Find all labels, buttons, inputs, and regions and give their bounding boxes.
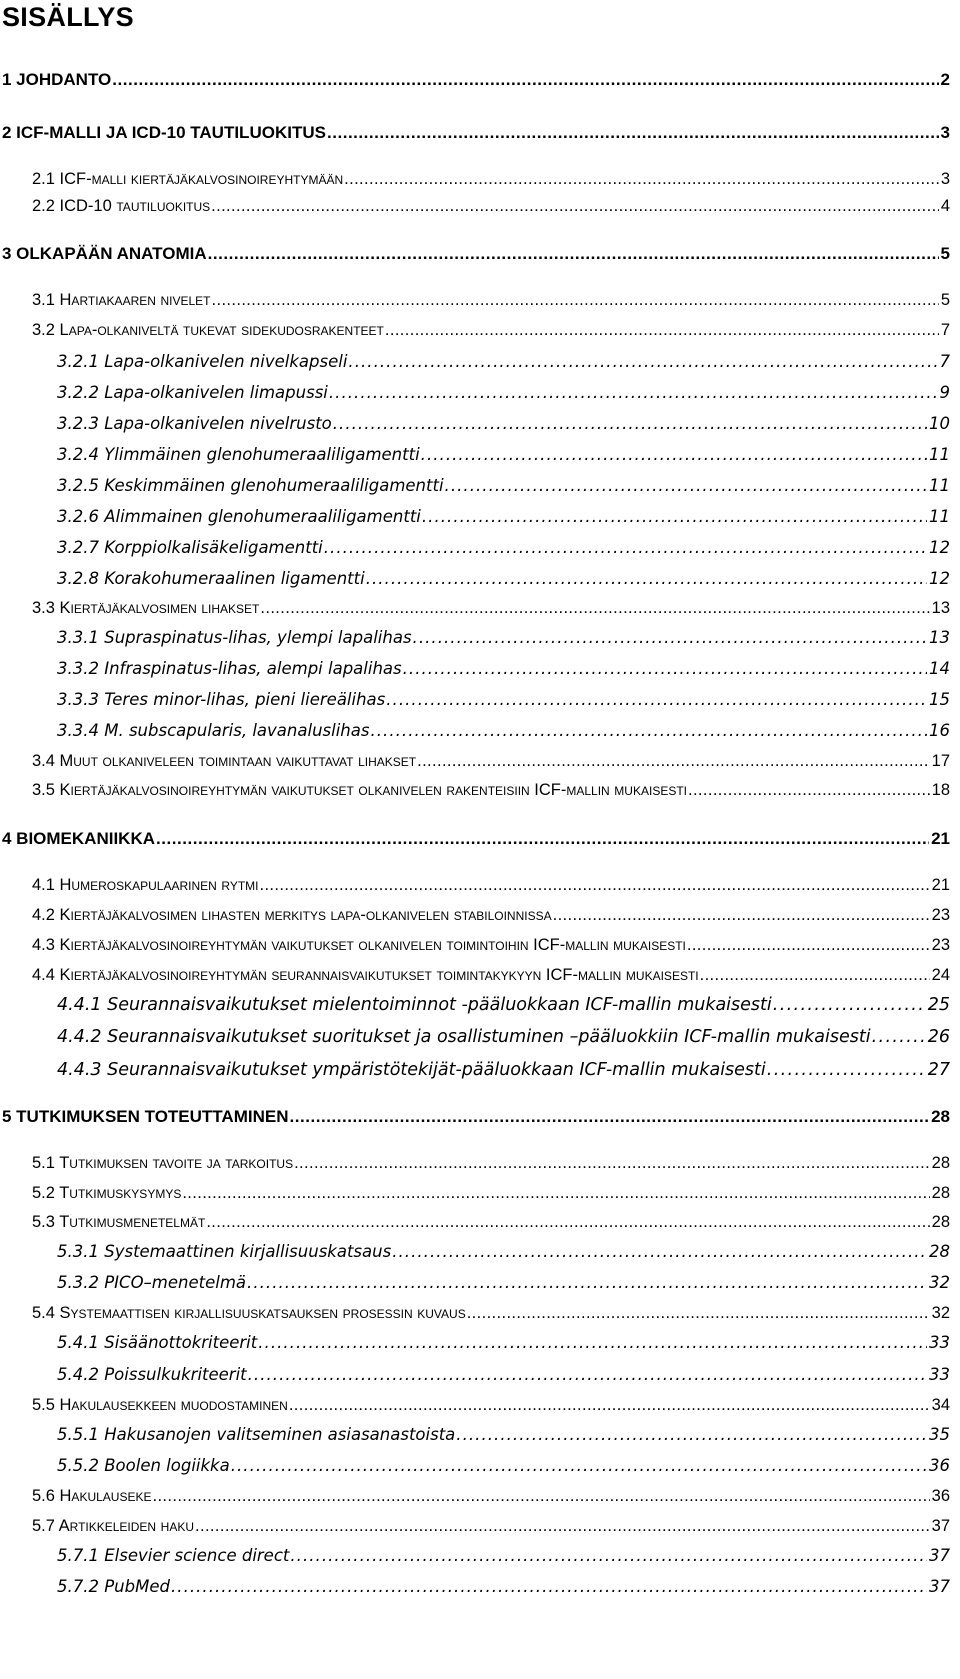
toc-entry[interactable] bbox=[32, 936, 950, 955]
toc-entry-text: 3.3.2 Infraspinatus-lihas, alempi lapalihas bbox=[57, 659, 402, 678]
toc-entry-text: 3.3.4 M. subscapularis, lavanaluslihas bbox=[57, 721, 370, 740]
toc-entry-text: 3.3.3 Teres minor-lihas, pieni liereälihas bbox=[57, 690, 386, 709]
dot-leader bbox=[182, 1184, 929, 1203]
dot-leader bbox=[366, 569, 927, 588]
toc-entry-text: 3.3.1 Supraspinatus-lihas, ylempi lapalihas bbox=[57, 628, 412, 647]
toc-entry-text: 3.2.6 Alimmainen glenohumeraaliligamentti bbox=[57, 507, 421, 526]
toc-entry-text: 3.2 Lapa-olkaniveltä tukevat sidekudosrakenteet bbox=[32, 321, 384, 339]
toc-entry-page: 24 bbox=[931, 966, 950, 984]
page-title: SISÄLLYS bbox=[2, 2, 134, 32]
toc-entry-text: 4.1 Humeroskapulaarinen rytmi bbox=[32, 876, 259, 894]
toc-entry-text: 5.3.1 Systemaattinen kirjallisuuskatsaus bbox=[57, 1242, 392, 1261]
dot-leader bbox=[445, 476, 927, 495]
toc-entry[interactable] bbox=[57, 476, 950, 495]
toc-entry-text: 5.3 Tutkimusmenetelmät bbox=[32, 1213, 206, 1231]
toc-entry-text: 4.4.2 Seurannaisvaikutukset suoritukset ja osallistuminen –pääluokkiin ICF-mallin mukaisesti bbox=[57, 1027, 871, 1047]
toc-entry-page: 28 bbox=[931, 1107, 950, 1126]
toc-entry[interactable] bbox=[2, 123, 950, 143]
dot-leader bbox=[403, 659, 927, 678]
toc-entry[interactable] bbox=[57, 1456, 950, 1475]
dot-leader bbox=[212, 291, 939, 310]
dot-leader bbox=[258, 1333, 927, 1352]
toc-entry-page: 36 bbox=[931, 1487, 950, 1505]
dot-leader bbox=[156, 829, 929, 849]
toc-entry[interactable] bbox=[32, 781, 950, 800]
toc-entry-text: 5.4 Systemaattisen kirjallisuuskatsauksen prosessin kuvaus bbox=[32, 1304, 466, 1322]
dot-leader bbox=[231, 1456, 927, 1475]
toc-entry-text: 3.2.7 Korppiolkalisäkeligamentti bbox=[57, 538, 323, 557]
toc-entry-text: 3.3 Kiertäjäkalvosimen lihakset bbox=[32, 599, 260, 617]
toc-entry-page: 32 bbox=[929, 1273, 950, 1292]
toc-entry[interactable] bbox=[2, 70, 950, 90]
toc-entry-page: 14 bbox=[929, 659, 950, 678]
dot-leader bbox=[417, 752, 930, 771]
toc-entry[interactable] bbox=[32, 1487, 950, 1506]
toc-entry-page: 7 bbox=[940, 321, 950, 339]
dot-leader bbox=[289, 1396, 930, 1415]
toc-entry[interactable] bbox=[57, 1333, 950, 1352]
toc-entry[interactable] bbox=[32, 1517, 950, 1536]
dot-leader bbox=[392, 1242, 927, 1261]
toc-entry-page: 28 bbox=[931, 1213, 950, 1231]
dot-leader bbox=[385, 321, 939, 340]
toc-entry-text: 5.3.2 PICO–menetelmä bbox=[57, 1273, 247, 1292]
toc-entry[interactable] bbox=[32, 1213, 950, 1232]
dot-leader bbox=[872, 1027, 926, 1047]
toc-entry-page: 18 bbox=[931, 781, 950, 799]
toc-entry-text: 3.4 Muut olkaniveleen toimintaan vaikuttavat lihakset bbox=[32, 752, 417, 770]
toc-entry-page: 2 bbox=[940, 70, 950, 89]
toc-entry-text: 4.4.3 Seurannaisvaikutukset ympäristötekijät-pääluokkaan ICF-mallin mukaisesti bbox=[57, 1060, 766, 1080]
dot-leader bbox=[456, 1425, 927, 1444]
toc-entry[interactable] bbox=[32, 291, 950, 310]
dot-leader bbox=[329, 383, 938, 402]
toc-entry[interactable] bbox=[32, 170, 950, 189]
toc-entry[interactable] bbox=[2, 244, 950, 264]
toc-entry[interactable] bbox=[32, 906, 950, 925]
toc-entry[interactable] bbox=[32, 321, 950, 340]
dot-leader bbox=[112, 70, 938, 90]
toc-entry-page: 23 bbox=[931, 936, 950, 954]
toc-entry-page: 3 bbox=[940, 123, 950, 142]
toc-entry-page: 27 bbox=[927, 1060, 950, 1080]
toc-entry-text: 4 BIOMEKANIIKKA bbox=[2, 829, 156, 848]
toc-entry-text: 5.7.1 Elsevier science direct bbox=[57, 1546, 290, 1565]
toc-entry-page: 4 bbox=[940, 197, 950, 215]
toc-entry[interactable] bbox=[57, 445, 950, 464]
toc-entry-page: 16 bbox=[929, 721, 950, 740]
toc-entry-page: 12 bbox=[929, 569, 950, 588]
toc-entry-text: 5.6 Hakulauseke bbox=[32, 1487, 152, 1505]
toc-entry[interactable] bbox=[57, 507, 950, 526]
toc-entry-page: 28 bbox=[931, 1184, 950, 1202]
toc-entry-page: 36 bbox=[929, 1456, 950, 1475]
toc-entry[interactable] bbox=[57, 1425, 950, 1444]
toc-entry-page: 17 bbox=[931, 752, 950, 770]
toc-entry-page: 37 bbox=[931, 1517, 950, 1535]
toc-entry-text: 2.1 ICF-malli kiertäjäkalvosinoireyhtymään bbox=[32, 170, 344, 188]
toc-entry-text: 3 OLKAPÄÄN ANATOMIA bbox=[2, 244, 207, 263]
toc-entry-text: 5.1 Tutkimuksen tavoite ja tarkoitus bbox=[32, 1154, 294, 1172]
toc-entry-text: 5 TUTKIMUKSEN TOTEUTTAMINEN bbox=[2, 1107, 289, 1126]
toc-entry[interactable] bbox=[57, 1546, 950, 1565]
toc-entry-page: 37 bbox=[929, 1577, 950, 1596]
toc-entry[interactable] bbox=[2, 1107, 950, 1127]
toc-entry[interactable] bbox=[57, 1027, 950, 1047]
toc-entry-text: 3.1 Hartiakaaren nivelet bbox=[32, 291, 211, 309]
toc-entry[interactable] bbox=[57, 414, 950, 433]
toc-entry-text: 4.4 Kiertäjäkalvosinoireyhtymän seurannaisvaikutukset toimintakykyyn ICF-mallin mukaisesti bbox=[32, 966, 699, 984]
toc-entry-page: 28 bbox=[931, 1154, 950, 1172]
dot-leader bbox=[208, 244, 939, 264]
toc-entry[interactable] bbox=[57, 383, 950, 402]
toc-entry[interactable] bbox=[57, 628, 950, 647]
toc-entry-page: 15 bbox=[929, 690, 950, 709]
toc-entry[interactable] bbox=[57, 352, 950, 371]
toc-entry-text: 5.4.1 Sisäänottokriteerit bbox=[57, 1333, 258, 1352]
dot-leader bbox=[333, 414, 927, 433]
dot-leader bbox=[211, 197, 939, 216]
dot-leader bbox=[767, 1060, 926, 1080]
dot-leader bbox=[171, 1577, 927, 1596]
toc-entry[interactable] bbox=[57, 721, 950, 740]
toc-entry-page: 32 bbox=[931, 1304, 950, 1322]
toc-entry-text: 5.2 Tutkimuskysymys bbox=[32, 1184, 182, 1202]
toc-entry-page: 35 bbox=[929, 1425, 950, 1444]
dot-leader bbox=[290, 1546, 927, 1565]
toc-entry-page: 11 bbox=[929, 476, 950, 495]
toc-entry-text: 5.7.2 PubMed bbox=[57, 1577, 170, 1596]
toc-entry-page: 5 bbox=[940, 244, 950, 263]
dot-leader bbox=[206, 1213, 929, 1232]
dot-leader bbox=[324, 538, 927, 557]
toc-entry-page: 10 bbox=[929, 414, 950, 433]
toc-entry[interactable] bbox=[32, 876, 950, 895]
dot-leader bbox=[289, 1107, 929, 1127]
toc-entry[interactable] bbox=[57, 1365, 950, 1384]
dot-leader bbox=[687, 936, 930, 955]
dot-leader bbox=[260, 599, 929, 618]
toc-entry-text: 2 ICF-MALLI JA ICD-10 TAUTILUOKITUS bbox=[2, 123, 326, 142]
toc-entry-page: 11 bbox=[929, 507, 950, 526]
dot-leader bbox=[421, 445, 927, 464]
toc-entry[interactable] bbox=[57, 1242, 950, 1261]
dot-leader bbox=[413, 628, 927, 647]
toc-entry-text: 4.2 Kiertäjäkalvosimen lihasten merkitys lapa-olkanivelen stabiloinnissa bbox=[32, 906, 552, 924]
toc-entry[interactable] bbox=[32, 1304, 950, 1323]
toc-entry-page: 23 bbox=[931, 906, 950, 924]
toc-entry-page: 13 bbox=[931, 599, 950, 617]
toc-entry-text: 2.2 ICD-10 tautiluokitus bbox=[32, 197, 211, 215]
toc-entry-text: 5.5.2 Boolen logiikka bbox=[57, 1456, 230, 1475]
toc-entry-page: 33 bbox=[929, 1365, 950, 1384]
toc-entry-text: 5.5 Hakulausekkeen muodostaminen bbox=[32, 1396, 288, 1414]
toc-entry-text: 5.5.1 Hakusanojen valitseminen asiasanastoista bbox=[57, 1425, 456, 1444]
toc-entry-page: 21 bbox=[931, 876, 950, 894]
toc-entry[interactable] bbox=[57, 659, 950, 678]
toc-entry-page: 13 bbox=[929, 628, 950, 647]
toc-entry-page: 21 bbox=[931, 829, 950, 848]
toc-entry-text: 5.7 Artikkeleiden haku bbox=[32, 1517, 195, 1535]
dot-leader bbox=[688, 781, 930, 800]
dot-leader bbox=[348, 352, 937, 371]
toc-entry-text: 3.2.5 Keskimmäinen glenohumeraaliligamentti bbox=[57, 476, 444, 495]
toc-entry-text: 3.2.3 Lapa-olkanivelen nivelrusto bbox=[57, 414, 332, 433]
dot-leader bbox=[247, 1273, 927, 1292]
toc-entry-page: 12 bbox=[929, 538, 950, 557]
toc-entry-page: 28 bbox=[929, 1242, 950, 1261]
toc-entry[interactable] bbox=[57, 1060, 950, 1080]
toc-entry-text: 3.2.4 Ylimmäinen glenohumeraaliligamentti bbox=[57, 445, 420, 464]
toc-entry-text: 5.4.2 Poissulkukriteerit bbox=[57, 1365, 247, 1384]
toc-entry[interactable] bbox=[32, 966, 950, 985]
toc-entry-page: 34 bbox=[931, 1396, 950, 1414]
dot-leader bbox=[294, 1154, 930, 1173]
toc-entry[interactable] bbox=[57, 538, 950, 557]
dot-leader bbox=[260, 876, 930, 895]
toc-entry[interactable] bbox=[57, 1273, 950, 1292]
toc-entry-text: 3.5 Kiertäjäkalvosinoireyhtymän vaikutukset olkanivelen rakenteisiin ICF-mallin mukaisesti bbox=[32, 781, 687, 799]
dot-leader bbox=[152, 1487, 929, 1506]
dot-leader bbox=[344, 170, 939, 189]
toc-entry[interactable] bbox=[32, 1154, 950, 1173]
dot-leader bbox=[700, 966, 930, 985]
toc-entry-text: 3.2.1 Lapa-olkanivelen nivelkapseli bbox=[57, 352, 348, 371]
toc-entry-page: 37 bbox=[929, 1546, 950, 1565]
toc-entry[interactable] bbox=[32, 752, 950, 771]
toc-entry-text: 1 JOHDANTO bbox=[2, 70, 112, 89]
toc-entry-page: 33 bbox=[929, 1333, 950, 1352]
toc-entry-page: 26 bbox=[927, 1027, 950, 1047]
toc-entry-text: 4.3 Kiertäjäkalvosinoireyhtymän vaikutukset olkanivelen toimintoihin ICF-mallin mukaisesti bbox=[32, 936, 686, 954]
dot-leader bbox=[386, 690, 927, 709]
toc-entry-page: 11 bbox=[929, 445, 950, 464]
toc-entry[interactable] bbox=[57, 1577, 950, 1596]
toc-entry[interactable] bbox=[32, 599, 950, 618]
dot-leader bbox=[370, 721, 927, 740]
toc-entry[interactable] bbox=[32, 197, 950, 216]
dot-leader bbox=[327, 123, 939, 143]
toc-entry-page: 5 bbox=[940, 291, 950, 309]
toc-entry[interactable] bbox=[32, 1396, 950, 1415]
toc-entry-page: 7 bbox=[939, 352, 950, 371]
toc-entry-text: 4.4.1 Seurannaisvaikutukset mielentoiminnot -pääluokkaan ICF-mallin mukaisesti bbox=[57, 995, 772, 1015]
dot-leader bbox=[422, 507, 927, 526]
toc-entry-page: 9 bbox=[939, 383, 950, 402]
dot-leader bbox=[553, 906, 930, 925]
toc-entry[interactable] bbox=[2, 829, 950, 849]
toc-entry-text: 3.2.8 Korakohumeraalinen ligamentti bbox=[57, 569, 365, 588]
dot-leader bbox=[467, 1304, 930, 1323]
toc-entry-text: 3.2.2 Lapa-olkanivelen limapussi bbox=[57, 383, 328, 402]
toc-entry-page: 25 bbox=[927, 995, 950, 1015]
dot-leader bbox=[248, 1365, 927, 1384]
toc-entry[interactable] bbox=[57, 569, 950, 588]
toc-entry[interactable] bbox=[32, 1184, 950, 1203]
toc-entry[interactable] bbox=[57, 995, 950, 1015]
toc-entry[interactable] bbox=[57, 690, 950, 709]
toc-entry-page: 3 bbox=[940, 170, 950, 188]
dot-leader bbox=[195, 1517, 930, 1536]
dot-leader bbox=[773, 995, 926, 1015]
